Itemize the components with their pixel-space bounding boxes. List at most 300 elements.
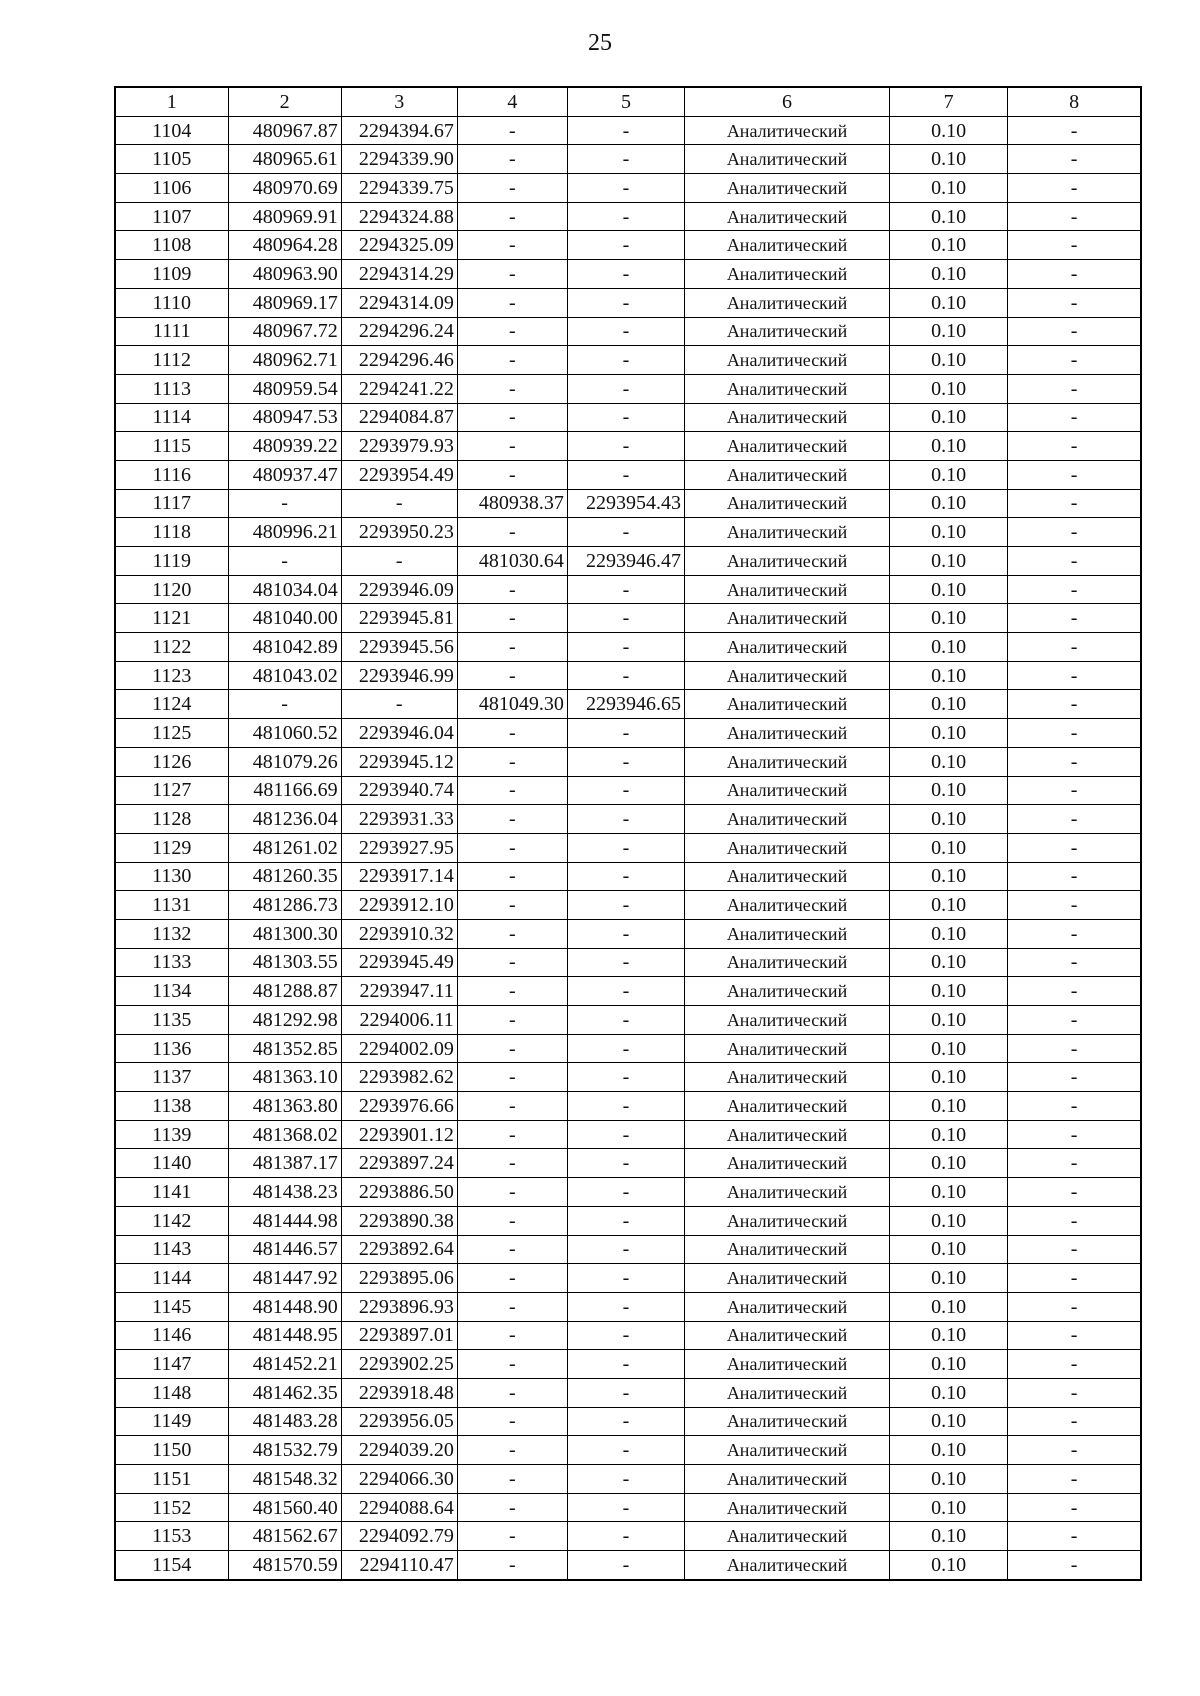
table-cell: - xyxy=(1008,346,1141,375)
table-cell: 0.10 xyxy=(890,260,1008,289)
table-cell: - xyxy=(1008,1206,1141,1235)
table-row xyxy=(115,145,1141,174)
table-cell: Аналитический xyxy=(685,891,890,920)
table-cell: - xyxy=(567,633,684,662)
table-row xyxy=(115,575,1141,604)
table-cell: 1134 xyxy=(115,977,228,1006)
table-row xyxy=(115,1292,1141,1321)
table-cell: - xyxy=(1008,948,1141,977)
table-cell: - xyxy=(1008,489,1141,518)
table-cell: 481303.55 xyxy=(228,948,341,977)
table-cell: - xyxy=(567,288,684,317)
table-cell: - xyxy=(1008,1321,1141,1350)
table-cell: Аналитический xyxy=(685,948,890,977)
table-cell: 0.10 xyxy=(890,1292,1008,1321)
table-cell: 481532.79 xyxy=(228,1436,341,1465)
table-cell: 0.10 xyxy=(890,1206,1008,1235)
table-cell: - xyxy=(567,919,684,948)
table-cell: - xyxy=(457,1551,567,1580)
table-cell: 2294394.67 xyxy=(341,116,457,145)
page-number: 25 xyxy=(588,30,612,56)
table-cell: Аналитический xyxy=(685,977,890,1006)
table-cell: Аналитический xyxy=(685,1321,890,1350)
table-cell: Аналитический xyxy=(685,862,890,891)
table-cell: - xyxy=(1008,891,1141,920)
table-cell: - xyxy=(567,604,684,633)
table-cell: 1133 xyxy=(115,948,228,977)
table-cell: 480965.61 xyxy=(228,145,341,174)
table-cell: 1123 xyxy=(115,661,228,690)
table-cell: Аналитический xyxy=(685,1063,890,1092)
table-cell: - xyxy=(228,690,341,719)
table-cell: - xyxy=(567,833,684,862)
table-cell: 2293954.49 xyxy=(341,460,457,489)
table-row xyxy=(115,862,1141,891)
table-cell: 0.10 xyxy=(890,489,1008,518)
table-header-row xyxy=(115,87,1141,116)
table-cell: Аналитический xyxy=(685,575,890,604)
table-cell: 0.10 xyxy=(890,1350,1008,1379)
table-cell: Аналитический xyxy=(685,547,890,576)
table-cell: - xyxy=(457,1120,567,1149)
table-cell: 0.10 xyxy=(890,575,1008,604)
table-cell: - xyxy=(567,460,684,489)
table-cell: 0.10 xyxy=(890,317,1008,346)
table-cell: - xyxy=(1008,518,1141,547)
table-cell: Аналитический xyxy=(685,1149,890,1178)
table-cell: 481446.57 xyxy=(228,1235,341,1264)
table-cell: 1112 xyxy=(115,346,228,375)
table-cell: - xyxy=(567,1092,684,1121)
table-cell: 2294002.09 xyxy=(341,1034,457,1063)
table-row xyxy=(115,518,1141,547)
table-cell: 1145 xyxy=(115,1292,228,1321)
table-cell: - xyxy=(1008,1407,1141,1436)
table-row xyxy=(115,1063,1141,1092)
table-cell: 481288.87 xyxy=(228,977,341,1006)
table-cell: - xyxy=(1008,604,1141,633)
table-cell: 0.10 xyxy=(890,948,1008,977)
table-cell: - xyxy=(457,1407,567,1436)
table-cell: Аналитический xyxy=(685,747,890,776)
table-cell: 1122 xyxy=(115,633,228,662)
table-cell: 1142 xyxy=(115,1206,228,1235)
table-cell: - xyxy=(1008,1292,1141,1321)
table-cell: 0.10 xyxy=(890,1120,1008,1149)
table-cell: 2293946.04 xyxy=(341,719,457,748)
table-cell: - xyxy=(567,374,684,403)
table-cell: 480937.47 xyxy=(228,460,341,489)
table-cell: - xyxy=(567,1206,684,1235)
table-cell: - xyxy=(457,1149,567,1178)
table-row xyxy=(115,547,1141,576)
table-cell: Аналитический xyxy=(685,116,890,145)
table-row xyxy=(115,432,1141,461)
table-cell: - xyxy=(457,1321,567,1350)
table-row xyxy=(115,1178,1141,1207)
table-cell: 2294241.22 xyxy=(341,374,457,403)
table-cell: - xyxy=(567,948,684,977)
table-cell: 481452.21 xyxy=(228,1350,341,1379)
table-cell: - xyxy=(457,1378,567,1407)
table-cell: - xyxy=(1008,633,1141,662)
table-cell: - xyxy=(567,1522,684,1551)
table-cell: 0.10 xyxy=(890,1235,1008,1264)
table-cell: 2293946.65 xyxy=(567,690,684,719)
column-header: 7 xyxy=(890,87,1008,116)
table-cell: 0.10 xyxy=(890,633,1008,662)
table-cell: 481444.98 xyxy=(228,1206,341,1235)
table-row xyxy=(115,1522,1141,1551)
table-cell: - xyxy=(1008,805,1141,834)
table-cell: 2293940.74 xyxy=(341,776,457,805)
table-cell: 1146 xyxy=(115,1321,228,1350)
table-row xyxy=(115,833,1141,862)
table-row xyxy=(115,403,1141,432)
table-cell: 1126 xyxy=(115,747,228,776)
table-cell: 0.10 xyxy=(890,460,1008,489)
table-cell: 0.10 xyxy=(890,1522,1008,1551)
table-cell: 2293976.66 xyxy=(341,1092,457,1121)
table-cell: 0.10 xyxy=(890,1149,1008,1178)
table-cell: 2293946.99 xyxy=(341,661,457,690)
table-cell: 0.10 xyxy=(890,1321,1008,1350)
table-cell: - xyxy=(457,1493,567,1522)
table-row xyxy=(115,661,1141,690)
table-cell: - xyxy=(567,1063,684,1092)
table-cell: 481260.35 xyxy=(228,862,341,891)
table-cell: Аналитический xyxy=(685,1551,890,1580)
table-cell: - xyxy=(457,1264,567,1293)
table-cell: 481049.30 xyxy=(457,690,567,719)
table-row xyxy=(115,317,1141,346)
table-cell: - xyxy=(457,174,567,203)
table-cell: - xyxy=(228,547,341,576)
table-cell: - xyxy=(1008,260,1141,289)
table-cell: Аналитический xyxy=(685,1378,890,1407)
table-cell: 1144 xyxy=(115,1264,228,1293)
table-cell: - xyxy=(1008,1063,1141,1092)
table-cell: 481043.02 xyxy=(228,661,341,690)
table-cell: 1106 xyxy=(115,174,228,203)
table-cell: 0.10 xyxy=(890,174,1008,203)
table-cell: 0.10 xyxy=(890,1551,1008,1580)
table-cell: 2294110.47 xyxy=(341,1551,457,1580)
table-cell: 481034.04 xyxy=(228,575,341,604)
table-cell: - xyxy=(457,1063,567,1092)
table-cell: 480939.22 xyxy=(228,432,341,461)
table-cell: 2293886.50 xyxy=(341,1178,457,1207)
table-cell: - xyxy=(1008,1178,1141,1207)
table-cell: 2293945.49 xyxy=(341,948,457,977)
table-cell: 1129 xyxy=(115,833,228,862)
table-row xyxy=(115,1350,1141,1379)
table-row xyxy=(115,776,1141,805)
table-cell: 2294092.79 xyxy=(341,1522,457,1551)
table-cell: - xyxy=(457,432,567,461)
table-row xyxy=(115,1493,1141,1522)
table-cell: Аналитический xyxy=(685,1034,890,1063)
table-cell: - xyxy=(228,489,341,518)
table-cell: 1125 xyxy=(115,719,228,748)
table-cell: - xyxy=(457,518,567,547)
table-cell: 0.10 xyxy=(890,891,1008,920)
table-cell: 2293946.47 xyxy=(567,547,684,576)
table-cell: 2293979.93 xyxy=(341,432,457,461)
column-header: 1 xyxy=(115,87,228,116)
table-cell: 2293931.33 xyxy=(341,805,457,834)
table-cell: - xyxy=(567,1493,684,1522)
table-cell: 480967.72 xyxy=(228,317,341,346)
table-cell: - xyxy=(1008,460,1141,489)
table-cell: 1111 xyxy=(115,317,228,346)
table-cell: 481236.04 xyxy=(228,805,341,834)
table-cell: 480996.21 xyxy=(228,518,341,547)
table-cell: - xyxy=(567,661,684,690)
table-cell: - xyxy=(567,1436,684,1465)
table-cell: Аналитический xyxy=(685,1092,890,1121)
table-cell: - xyxy=(567,518,684,547)
table-row xyxy=(115,1407,1141,1436)
table-row xyxy=(115,977,1141,1006)
table-row xyxy=(115,747,1141,776)
table-cell: 1147 xyxy=(115,1350,228,1379)
table-cell: 1108 xyxy=(115,231,228,260)
table-cell: 1118 xyxy=(115,518,228,547)
table-cell: 1154 xyxy=(115,1551,228,1580)
table-cell: Аналитический xyxy=(685,231,890,260)
table-cell: - xyxy=(457,1436,567,1465)
table-row xyxy=(115,1120,1141,1149)
table-cell: 481438.23 xyxy=(228,1178,341,1207)
table-cell: 481448.90 xyxy=(228,1292,341,1321)
table-cell: - xyxy=(1008,690,1141,719)
table-cell: 0.10 xyxy=(890,776,1008,805)
table-cell: 481352.85 xyxy=(228,1034,341,1063)
table-cell: - xyxy=(1008,374,1141,403)
table-row xyxy=(115,1551,1141,1580)
table-cell: - xyxy=(457,202,567,231)
table-cell: - xyxy=(567,1006,684,1035)
table-cell: 2293918.48 xyxy=(341,1378,457,1407)
table-cell: 481060.52 xyxy=(228,719,341,748)
table-cell: Аналитический xyxy=(685,518,890,547)
table-row xyxy=(115,805,1141,834)
table-cell: - xyxy=(1008,1378,1141,1407)
table-cell: - xyxy=(341,489,457,518)
table-cell: - xyxy=(457,919,567,948)
table-cell: - xyxy=(457,231,567,260)
table-cell: 0.10 xyxy=(890,1264,1008,1293)
table-cell: Аналитический xyxy=(685,1178,890,1207)
table-cell: 0.10 xyxy=(890,1178,1008,1207)
table-row xyxy=(115,231,1141,260)
table-cell: Аналитический xyxy=(685,288,890,317)
table-cell: 481292.98 xyxy=(228,1006,341,1035)
table-cell: - xyxy=(457,747,567,776)
table-cell: 2294066.30 xyxy=(341,1465,457,1494)
table-cell: 481040.00 xyxy=(228,604,341,633)
table-cell: Аналитический xyxy=(685,1350,890,1379)
table-cell: 0.10 xyxy=(890,1378,1008,1407)
table-cell: - xyxy=(567,891,684,920)
table-cell: 1115 xyxy=(115,432,228,461)
table-cell: 1116 xyxy=(115,460,228,489)
table-cell: Аналитический xyxy=(685,1465,890,1494)
table-cell: - xyxy=(1008,862,1141,891)
table-row xyxy=(115,174,1141,203)
table-cell: 2293946.09 xyxy=(341,575,457,604)
table-cell: - xyxy=(567,202,684,231)
table-cell: 0.10 xyxy=(890,1493,1008,1522)
table-cell: - xyxy=(457,145,567,174)
table-cell: Аналитический xyxy=(685,833,890,862)
table-cell: - xyxy=(1008,919,1141,948)
table-cell: - xyxy=(1008,1465,1141,1494)
table-cell: - xyxy=(457,260,567,289)
table-cell: 481462.35 xyxy=(228,1378,341,1407)
table-cell: - xyxy=(567,116,684,145)
table-cell: - xyxy=(457,116,567,145)
table-cell: 2294296.24 xyxy=(341,317,457,346)
table-cell: - xyxy=(457,1034,567,1063)
table-cell: - xyxy=(1008,977,1141,1006)
table-cell: - xyxy=(1008,833,1141,862)
table-cell: - xyxy=(457,346,567,375)
table-cell: - xyxy=(567,1120,684,1149)
table-cell: 0.10 xyxy=(890,1034,1008,1063)
table-cell: 481483.28 xyxy=(228,1407,341,1436)
table-cell: 2293897.24 xyxy=(341,1149,457,1178)
table-cell: 0.10 xyxy=(890,862,1008,891)
table-cell: 0.10 xyxy=(890,977,1008,1006)
table-cell: - xyxy=(567,260,684,289)
table-cell: 2293945.12 xyxy=(341,747,457,776)
table-cell: - xyxy=(567,1235,684,1264)
table-cell: - xyxy=(567,1551,684,1580)
table-cell: 2293902.25 xyxy=(341,1350,457,1379)
table-cell: - xyxy=(1008,202,1141,231)
table-cell: 481166.69 xyxy=(228,776,341,805)
table-cell: 1139 xyxy=(115,1120,228,1149)
table-cell: - xyxy=(1008,1034,1141,1063)
table-cell: 2294324.88 xyxy=(341,202,457,231)
table-cell: 2293910.32 xyxy=(341,919,457,948)
table-cell: 1132 xyxy=(115,919,228,948)
table-cell: 2294039.20 xyxy=(341,1436,457,1465)
table-cell: 2293982.62 xyxy=(341,1063,457,1092)
table-cell: 0.10 xyxy=(890,1436,1008,1465)
table-row xyxy=(115,116,1141,145)
table-row xyxy=(115,719,1141,748)
table-cell: - xyxy=(1008,432,1141,461)
table-cell: 1114 xyxy=(115,403,228,432)
table-cell: - xyxy=(457,1206,567,1235)
table-cell: 1119 xyxy=(115,547,228,576)
table-cell: 481548.32 xyxy=(228,1465,341,1494)
table-cell: Аналитический xyxy=(685,1436,890,1465)
table-cell: 481387.17 xyxy=(228,1149,341,1178)
table-cell: Аналитический xyxy=(685,919,890,948)
table-cell: - xyxy=(567,1178,684,1207)
table-cell: 480970.69 xyxy=(228,174,341,203)
table-cell: Аналитический xyxy=(685,202,890,231)
table-cell: 1140 xyxy=(115,1149,228,1178)
table-cell: - xyxy=(1008,317,1141,346)
table-cell: - xyxy=(567,1292,684,1321)
table-cell: - xyxy=(1008,776,1141,805)
table-cell: Аналитический xyxy=(685,1407,890,1436)
table-cell: - xyxy=(457,1350,567,1379)
table-cell: 2293945.56 xyxy=(341,633,457,662)
table-cell: 1104 xyxy=(115,116,228,145)
coordinates-table xyxy=(114,86,1142,1581)
table-cell: - xyxy=(567,575,684,604)
table-cell: 481570.59 xyxy=(228,1551,341,1580)
table-cell: - xyxy=(567,1034,684,1063)
table-cell: Аналитический xyxy=(685,633,890,662)
table-cell: 0.10 xyxy=(890,747,1008,776)
table-cell: Аналитический xyxy=(685,604,890,633)
table-cell: 0.10 xyxy=(890,719,1008,748)
table-cell: - xyxy=(1008,231,1141,260)
table-cell: - xyxy=(1008,1120,1141,1149)
table-cell: Аналитический xyxy=(685,805,890,834)
table-cell: - xyxy=(457,1178,567,1207)
table-cell: 1127 xyxy=(115,776,228,805)
table-row xyxy=(115,460,1141,489)
table-cell: 0.10 xyxy=(890,432,1008,461)
table-cell: Аналитический xyxy=(685,374,890,403)
table-body xyxy=(115,116,1141,1580)
table-cell: - xyxy=(1008,174,1141,203)
column-header: 6 xyxy=(685,87,890,116)
table-cell: 0.10 xyxy=(890,690,1008,719)
table-cell: - xyxy=(567,1264,684,1293)
table-cell: 480967.87 xyxy=(228,116,341,145)
table-row xyxy=(115,690,1141,719)
table-cell: 2293896.93 xyxy=(341,1292,457,1321)
table-cell: 0.10 xyxy=(890,1465,1008,1494)
table-cell: 1130 xyxy=(115,862,228,891)
table-cell: 1137 xyxy=(115,1063,228,1092)
table-cell: 481560.40 xyxy=(228,1493,341,1522)
table-cell: - xyxy=(1008,661,1141,690)
table-row xyxy=(115,1149,1141,1178)
table-cell: - xyxy=(567,1149,684,1178)
table-cell: - xyxy=(457,1235,567,1264)
table-cell: 2293895.06 xyxy=(341,1264,457,1293)
table-cell: 480938.37 xyxy=(457,489,567,518)
column-header: 3 xyxy=(341,87,457,116)
table-cell: - xyxy=(567,747,684,776)
table-cell: 480947.53 xyxy=(228,403,341,432)
table-cell: 0.10 xyxy=(890,604,1008,633)
table-cell: 0.10 xyxy=(890,145,1008,174)
table-cell: - xyxy=(567,317,684,346)
table-cell: - xyxy=(567,231,684,260)
table-row xyxy=(115,1378,1141,1407)
table-cell: 2293901.12 xyxy=(341,1120,457,1149)
table-cell: 2293892.64 xyxy=(341,1235,457,1264)
table-cell: 2294084.87 xyxy=(341,403,457,432)
table-cell: 0.10 xyxy=(890,805,1008,834)
table-cell: 2293956.05 xyxy=(341,1407,457,1436)
table-cell: 0.10 xyxy=(890,346,1008,375)
table-cell: - xyxy=(1008,1149,1141,1178)
table-row xyxy=(115,633,1141,662)
table-cell: 1131 xyxy=(115,891,228,920)
